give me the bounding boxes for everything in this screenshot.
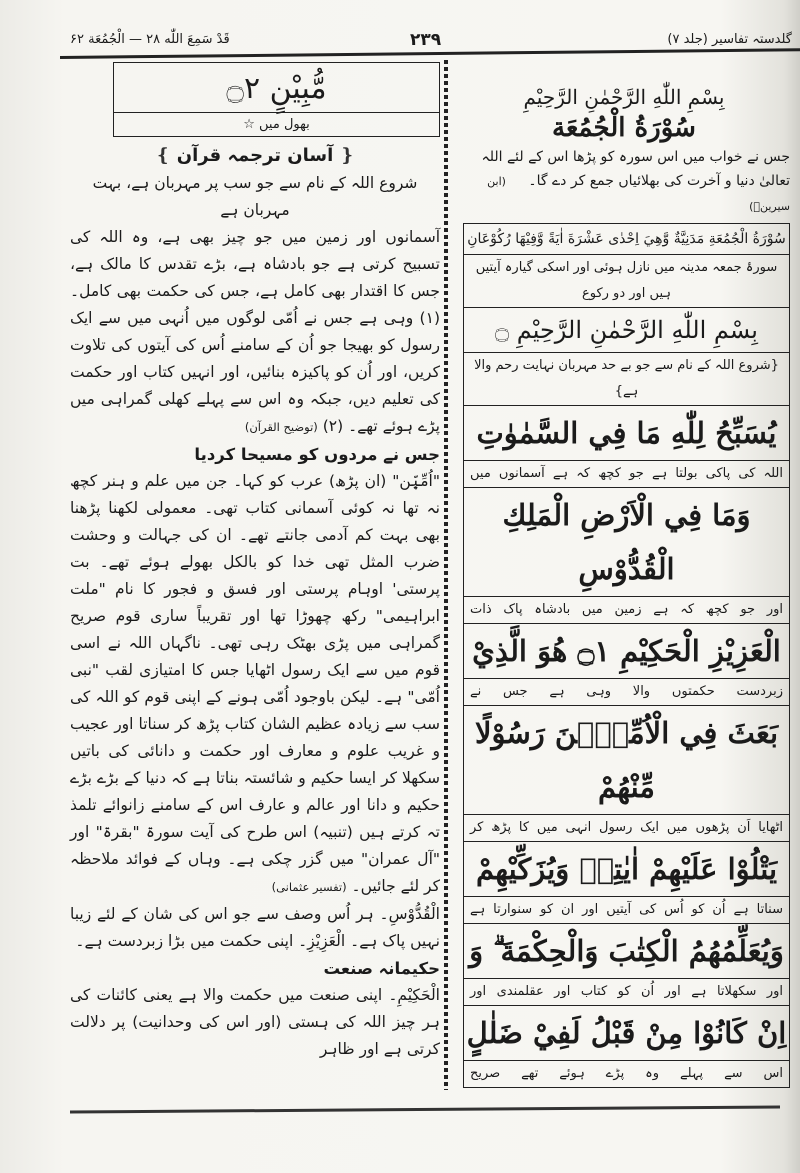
urdu-translation-row: اٹھایا اَن پڑھوں میں ایک رسول انہی میں کا پڑھ کر	[464, 815, 789, 842]
intro-text: جس نے خواب میں اس سورہ کو پڑھا اس کے لئے اللہ تعالیٰ دنیا و آخرت کی بھلائیاں جمع کر دے گا۔	[481, 149, 790, 189]
footer-rule	[70, 1106, 780, 1114]
word-meaning-box	[113, 62, 440, 137]
commentary-qudduus: الْقُدُّوْسِ۔ ہر اُس وصف سے جو اس کی شان کے لئے زیبا نہیں پاک ہے۔ الْعَزِیْزِ۔ اپنی حکمت میں بڑا زبردست ہے۔	[70, 905, 440, 950]
verse-translation-table	[463, 223, 790, 1088]
page-number: ۲۳۹	[410, 30, 442, 50]
urdu-translation-row: اور سکھلاتا ہے اور اُن کو کتاب اور عقلمندی اور	[464, 979, 789, 1006]
basmala-heading: بِسْمِ اللّٰهِ الرَّحْمٰنِ الرَّحِيْمِ	[523, 85, 725, 109]
arabic-verse-row: بَعَثَ فِي الْاُمِّيّٖنَ رَسُوْلًا مِّنْهُمْ	[464, 706, 789, 815]
commentary-hakeem: الْحَکِیْمِ۔ اپنی صنعت میں حکمت والا ہے یعنی کائنات کی ہر چیز اللہ کی ہستی (اور اس کی وحدانیت) پر دلالت کرتی ہے اور ظاہر	[70, 986, 440, 1058]
surah-intro	[458, 145, 790, 219]
ornament-left: ❵	[155, 145, 171, 166]
surah-title: سُوْرَةُ الْجُمُعَة	[552, 113, 696, 143]
urdu-translation-row: {شروع اللہ کے نام سے جو بے حد مہربان نہایت رحم والا ہے}	[464, 353, 789, 406]
subheading: حکیمانہ صنعت	[323, 959, 440, 978]
commentary	[70, 468, 440, 901]
translation-text: آسمانوں اور زمین میں جو چیز بھی ہے، وہ اللہ کی تسبیح کرتی ہے جو بادشاہ ہے، بڑے تقدس کا مالک ہے، جس کا اقتدار بھی کامل ہے، جس کی حکمت بھی کامل۔ (۱) وہی ہے جس نے اُمّی لوگوں میں اُنہی میں سے ایک رسول کو بھیجا جو اُن کے سامنے اُس کی آیتوں کی تلاوت کریں، اور اُن کو پاکیزہ بنائیں، اور انہیں کتاب اور حکمت کی تعلیم دیں، جبکہ وہ اس سے پہلے کھلی گمراہی میں پڑے ہوئے تھے۔ (۲)	[70, 228, 440, 435]
urdu-translation-row: زبردست حکمتوں والا وہی ہے جس نے	[464, 679, 789, 706]
subheading: جس نے مردوں کو مسیحا کردیا	[194, 445, 440, 464]
translation-body	[70, 224, 440, 441]
arabic-verse-row: وَمَا فِي الْاَرْضِ الْمَلِكِ الْقُدُّوْسِ	[464, 488, 789, 597]
translation-opening: شروع اللہ کے نام سے جو سب پر مہربان ہے، بہت مہربان ہے	[92, 174, 418, 219]
urdu-translation-row: اس سے پہلے وہ پڑے ہوئے تھے صریح	[470, 1066, 783, 1081]
ornament-right: ❴	[339, 145, 355, 166]
section-title	[70, 145, 440, 166]
arabic-verse-row: بِسْمِ اللّٰهِ الرَّحْمٰنِ الرَّحِيْمِ ۝	[464, 308, 789, 353]
urdu-translation-row: سورۂ جمعہ مدینہ میں نازل ہوئی اور اسکی گیارہ آیتیں ہیں اور دو رکوع	[464, 255, 789, 308]
commentary-reference: (تفسیر عثمانی)	[271, 880, 347, 894]
urdu-translation-row: اور جو کچھ کہ ہے زمین میں بادشاہ پاک ذات	[464, 597, 789, 624]
column-divider	[444, 60, 448, 1090]
word-meaning: بھول میں ☆	[243, 117, 310, 132]
urdu-translation-row: سناتا ہے اُن کو اُس کی آیتیں اور ان کو سنوارتا ہے	[464, 897, 789, 924]
arabic-verse-row: يَتْلُوْا عَلَيْهِمْ اٰيٰتِهٖ وَيُزَكِّيْهِمْ	[464, 842, 789, 897]
arabic-verse-row: الْعَزِيْزِ الْحَكِيْمِ ۝۱ هُوَ الَّذِيْ	[464, 624, 789, 679]
arabic-verse-row: سُوْرَةُ الْجُمُعَةِ مَدَنِيَّةٌ وَّهِيَ اِحْدٰى عَشْرَةَ اٰيَةً وَّفِيْهَا رُكُوْعَانِ	[464, 224, 789, 255]
arabic-word: مُّبِيْنٍ ۝۲	[114, 63, 439, 113]
left-column	[70, 62, 440, 1063]
intro-reference: (ابن سیرینؒ)	[487, 175, 790, 213]
right-column	[458, 75, 790, 1088]
urdu-translation-row: اللہ کی پاکی بولتا ہے جو کچھ کہ ہے آسمانوں میں	[464, 461, 789, 488]
section-title-text: آسان ترجمہ قرآن	[176, 145, 334, 166]
book-title: گلدستہ تفاسیر (جلد ۷)	[667, 32, 792, 47]
arabic-verse-row: يُسَبِّحُ لِلّٰهِ مَا فِي السَّمٰوٰتِ	[464, 406, 789, 461]
chapter-reference: قَدْ سَمِعَ اللّٰه ۲۸ — الْجُمُعَة ۶۲	[70, 32, 230, 47]
arabic-verse-row: وَيُعَلِّمُهُمُ الْكِتٰبَ وَالْحِكْمَةَ ۗ وَ	[464, 924, 789, 979]
arabic-verse-row: اِنْ كَانُوْا مِنْ قَبْلُ لَفِيْ ضَلٰلٍ	[464, 1006, 789, 1061]
translation-reference: (توضیح القرآن)	[244, 420, 318, 434]
commentary-text: "اُمِّیّٖن" (ان پڑھ) عرب کو کہا۔ جن میں علم و ہنر کچھ نہ تھا نہ کوئی آسمانی کتاب تھی۔ معمولی لکھنا پڑھنا بھی بہت کم آدمی جانتے تھے۔ ان کی جہالت و وحشت ضرب المثل تھی خدا کو بالکل بھولے ہوئے تھے۔ بت پرستی' اوہام پرستی اور فسق و فجور کا نام "ملت ابراہیمی" رکھ چھوڑا تھا اور تقریباً ساری قوم صریح گمراہی میں پڑی بھٹک رہی تھی۔ ناگہاں اللہ نے اسی قوم میں سے ایک رسول اٹھایا جس کا امتیازی لقب "نبی اُمّی" ہے۔ لیکن باوجود اُمّی ہونے کے اپنی قوم کو اللہ کی سب سے زیادہ عظیم الشان کتاب پڑھ کر سناتا اور عجیب و غریب علوم و معارف اور حکمت و دانائی کی باتیں سکھلا کر ایسا حکیم و شائستہ بناتا ہے کہ دنیا کے بڑے بڑے حکیم و دانا اور عالم و عارف اس کے سامنے زانوائے تلمذ تہ کرتے ہیں (تنبیہ) اس طرح کی آیت سورۃ "بقرۃ" اور "آل عمران" میں گزر چکی ہے۔ وہاں کے فوائد ملاحظہ کر لئے جائیں۔	[70, 472, 440, 895]
